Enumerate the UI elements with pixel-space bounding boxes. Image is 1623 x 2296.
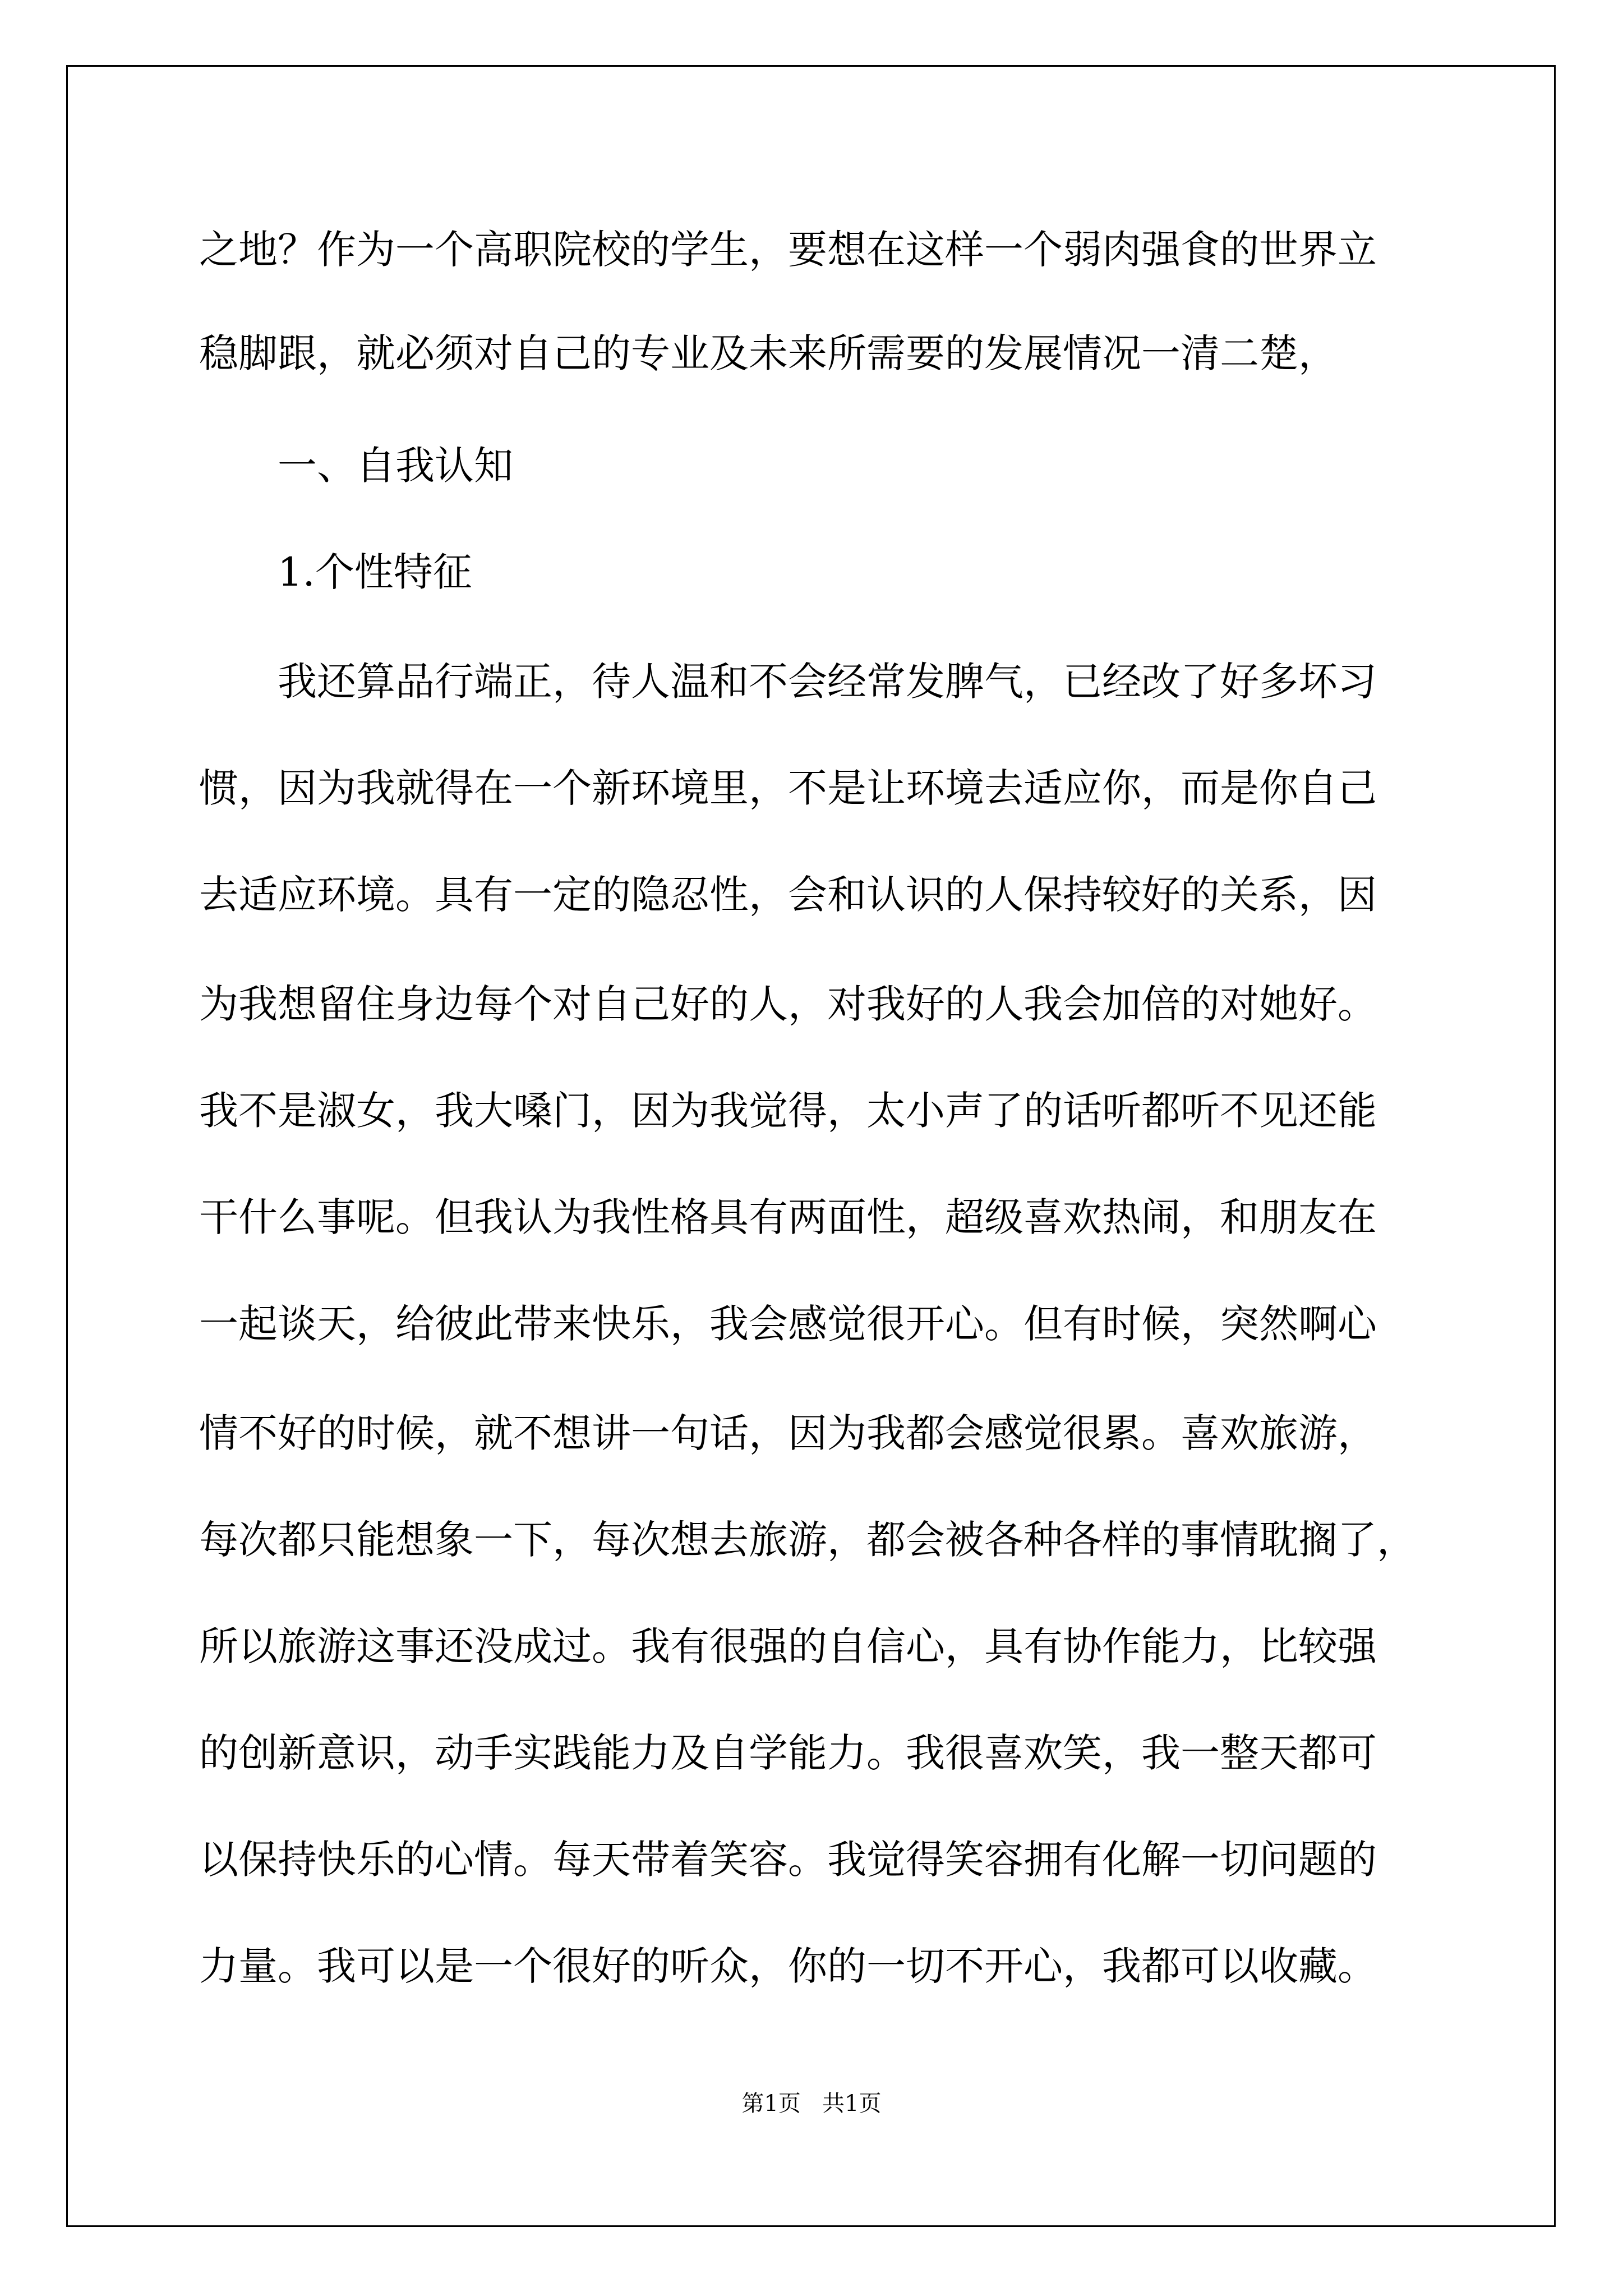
body-line-11: 一起谈天，给彼此带来快乐，我会感觉很开心。但有时候，突然啊心 <box>199 1301 1377 1347</box>
body-line-16: 以保持快乐的心情。每天带着笑容。我觉得笑容拥有化解一切问题的 <box>199 1837 1377 1883</box>
body-line-17: 力量。我可以是一个很好的听众，你的一切不开心，我都可以收藏。 <box>199 1943 1377 1989</box>
body-line-12: 情不好的时候，就不想讲一句话，因为我都会感觉很累。喜欢旅游， <box>199 1410 1377 1456</box>
body-line-14: 所以旅游这事还没成过。我有很强的自信心，具有协作能力，比较强 <box>199 1623 1377 1669</box>
body-line-13: 每次都只能想象一下，每次想去旅游，都会被各种各样的事情耽搁了， <box>199 1517 1416 1563</box>
body-line-1: 之地？作为一个高职院校的学生，要想在这样一个弱肉强食的世界立 <box>199 227 1377 273</box>
page-border <box>66 65 1556 2227</box>
body-line-5: 我还算品行端正，待人温和不会经常发脾气，已经改了好多坏习 <box>278 659 1377 705</box>
body-line-2: 稳脚跟，就必须对自己的专业及未来所需要的发展情况一清二楚， <box>199 330 1338 376</box>
subsection-heading-personality: 1.个性特征 <box>278 549 472 595</box>
body-line-7: 去适应环境。具有一定的隐忍性，会和认识的人保持较好的关系，因 <box>199 872 1377 918</box>
section-heading-self-awareness: 一、自我认知 <box>278 443 513 489</box>
body-line-6: 惯，因为我就得在一个新环境里，不是让环境去适应你，而是你自己 <box>199 765 1377 811</box>
body-line-8: 为我想留住身边每个对自己好的人，对我好的人我会加倍的对她好。 <box>199 981 1377 1027</box>
page-footer: 第1页 共1页 <box>741 2091 882 2116</box>
body-line-10: 干什么事呢。但我认为我性格具有两面性，超级喜欢热闹，和朋友在 <box>199 1194 1377 1240</box>
body-line-15: 的创新意识，动手实践能力及自学能力。我很喜欢笑，我一整天都可 <box>199 1730 1377 1776</box>
body-line-9: 我不是淑女，我大嗓门，因为我觉得，太小声了的话听都听不见还能 <box>199 1088 1377 1134</box>
